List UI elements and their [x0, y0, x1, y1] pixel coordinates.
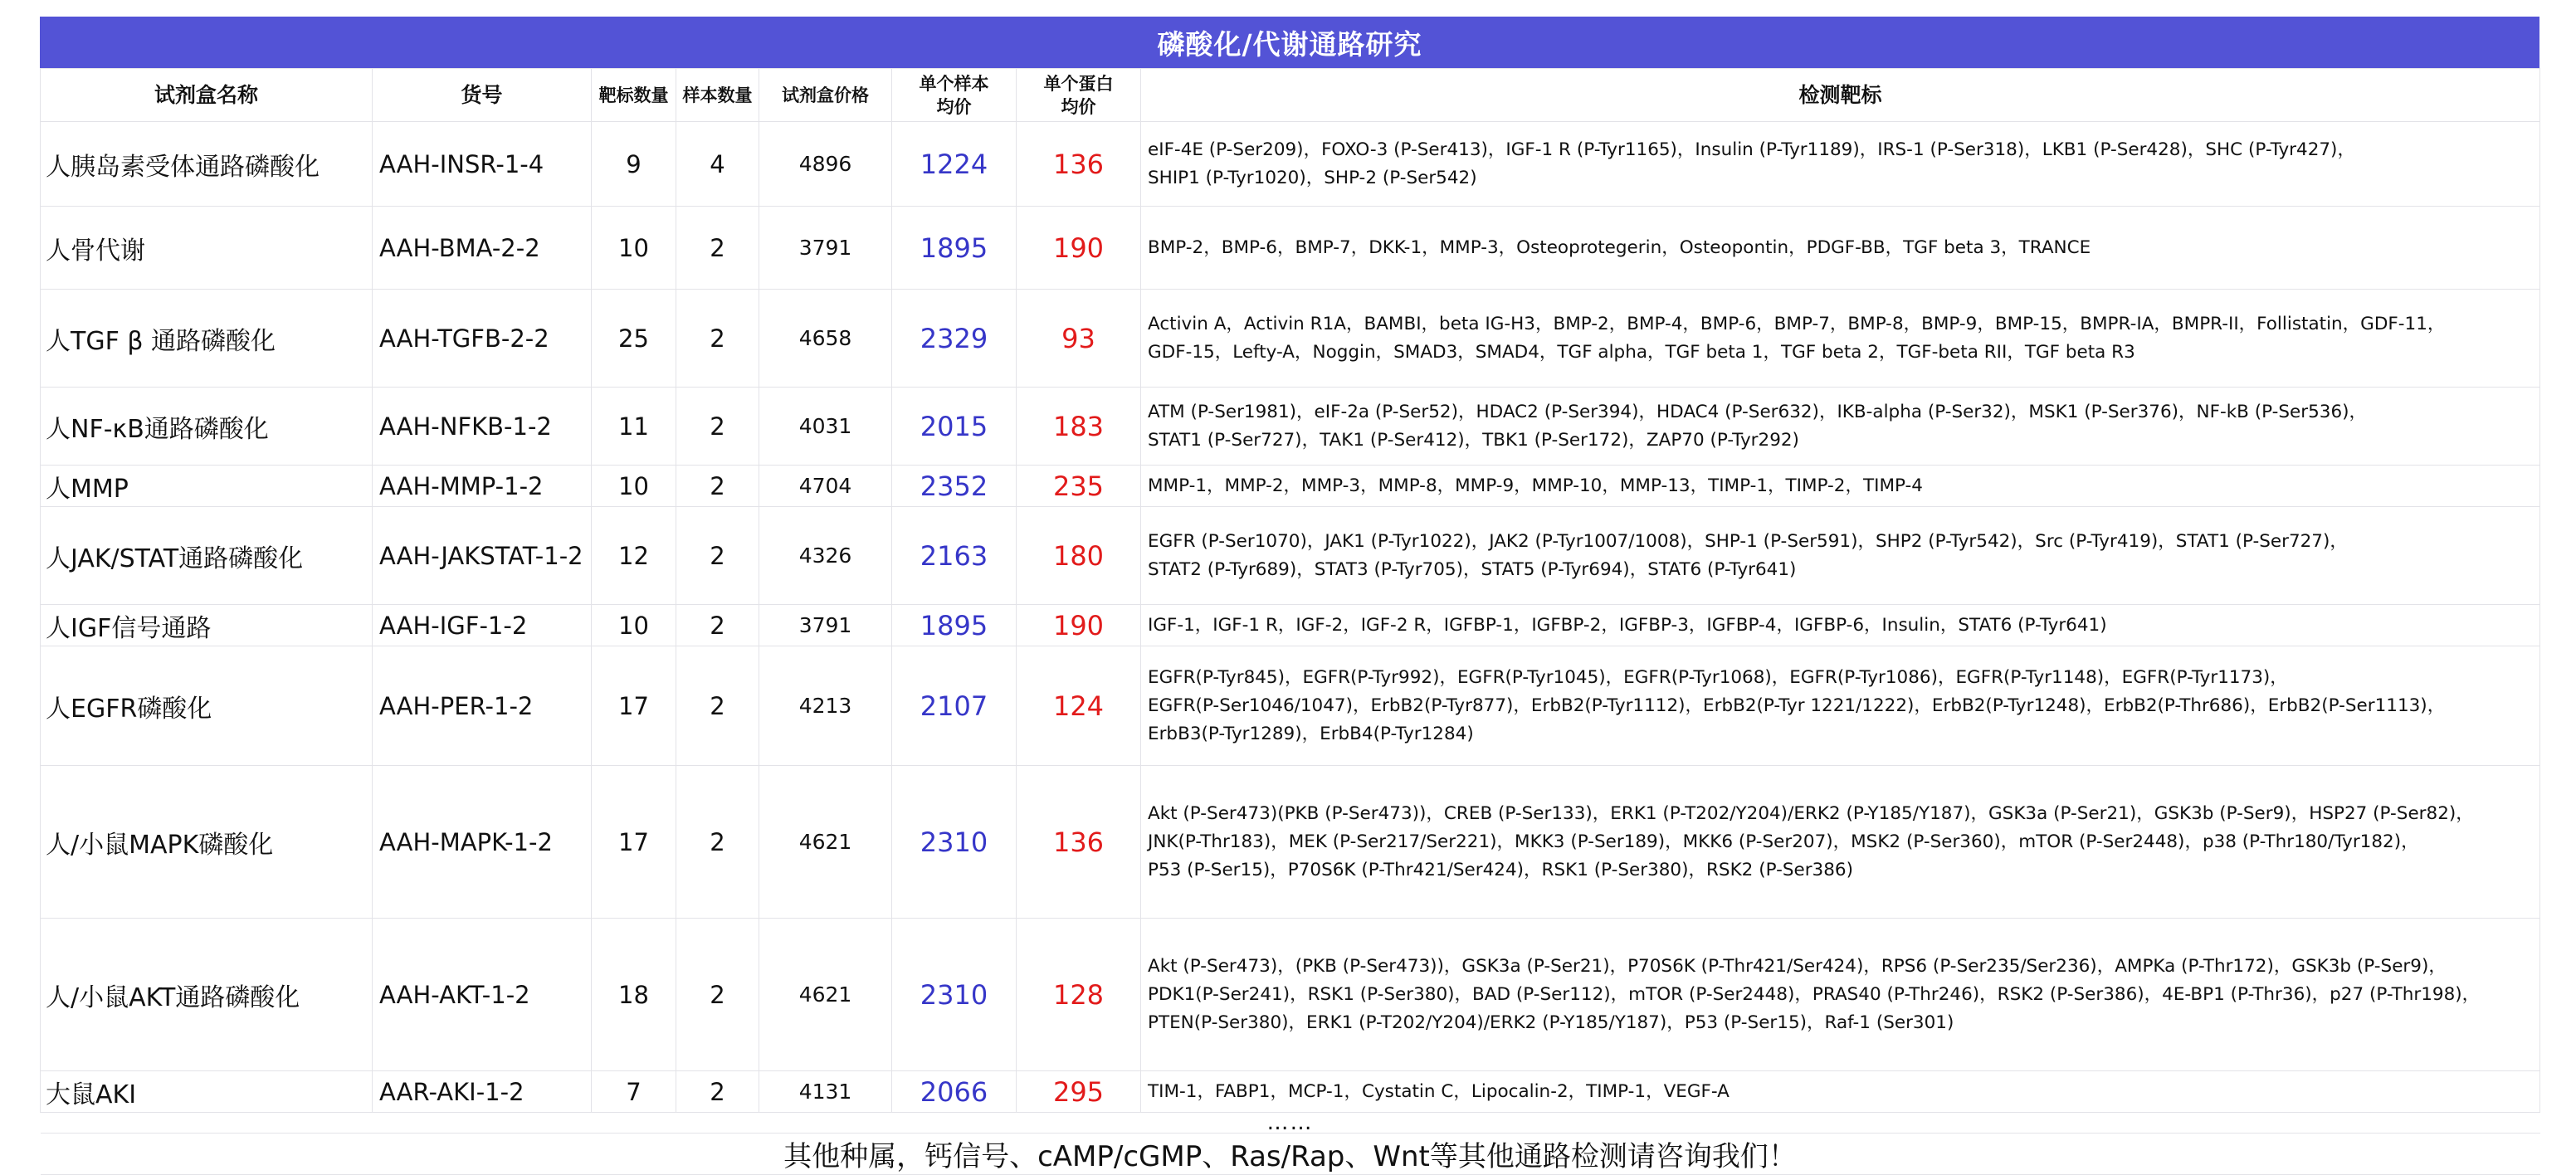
table-row [41, 388, 2540, 466]
detection-targets-line: Akt (P-Ser473)(PKB (P-Ser473))，CREB (P-Ser133)，ERK1 (P-T202/Y204)/ERK2 (P-Y185/Y187)，GSK3a (P-Ser21)，GSK3b (P-Ser9)，HSP27 (P-Ser82)， [1148, 802, 2474, 824]
samples-count: 2 [676, 507, 759, 605]
targets-count: 7 [592, 1071, 676, 1113]
targets-count: 10 [592, 605, 676, 646]
protein-avg-price: 180 [1017, 507, 1141, 605]
detection-targets-line: BMP-2，BMP-6，BMP-7，DKK-1，MMP-3，Osteoprotegerin，Osteopontin，PDGF-BB，TGF beta 3，TRANCE [1148, 236, 2091, 258]
targets-count: 9 [592, 122, 676, 207]
detection-targets-line: Activin A，Activin R1A，BAMBI，beta IG-H3，BMP-2，BMP-4，BMP-6，BMP-7，BMP-8，BMP-9，BMP-15，BMPR-IA，BMPR-II，Follistatin，GDF-11， [1148, 313, 2446, 334]
targets-count: 12 [592, 507, 676, 605]
header-sample-avg-line1: 单个样本 [919, 73, 989, 94]
protein-avg-price: 93 [1017, 290, 1141, 388]
kit-name: 大鼠AKI [41, 1071, 373, 1113]
kit-code: AAH-BMA-2-2 [373, 207, 592, 290]
targets-count: 11 [592, 388, 676, 466]
header-targets-count: 靶标数量 [592, 69, 676, 122]
kit-code: AAH-AKT-1-2 [373, 919, 592, 1071]
kit-name: 人胰岛素受体通路磷酸化 [41, 122, 373, 207]
kit-code: AAH-IGF-1-2 [373, 605, 592, 646]
header-row [41, 69, 2540, 122]
header-protein-avg [1017, 69, 1141, 122]
sample-avg-price: 2310 [892, 919, 1017, 1071]
protein-avg-price: 136 [1017, 122, 1141, 207]
table-row [41, 605, 2540, 646]
kit-name: 人/小鼠MAPK磷酸化 [41, 766, 373, 919]
ellipsis: …… [41, 1113, 2540, 1134]
header-protein-avg-line1: 单个蛋白 [1043, 73, 1114, 94]
footer-note: 其他种属，钙信号、cAMP/cGMP、Ras/Rap、Wnt等其他通路检测请咨询我们！ [41, 1134, 2540, 1175]
detection-targets [1141, 646, 2540, 766]
samples-count: 2 [676, 919, 759, 1071]
samples-count: 2 [676, 766, 759, 919]
protein-avg-price: 183 [1017, 388, 1141, 466]
table-row [41, 466, 2540, 507]
detection-targets [1141, 290, 2540, 388]
sample-avg-price: 2352 [892, 466, 1017, 507]
header-price: 试剂盒价格 [759, 69, 892, 122]
kit-code: AAH-MMP-1-2 [373, 466, 592, 507]
table-title: 磷酸化/代谢通路研究 [40, 17, 2539, 68]
targets-count: 17 [592, 766, 676, 919]
targets-count: 25 [592, 290, 676, 388]
targets-count: 10 [592, 466, 676, 507]
detection-targets-line: STAT2 (P-Tyr689)，STAT3 (P-Tyr705)，STAT5 (P-Tyr694)，STAT6 (P-Tyr641) [1148, 558, 1797, 580]
detection-targets [1141, 919, 2540, 1071]
detection-targets-line: PTEN(P-Ser380)，ERK1 (P-T202/Y204)/ERK2 (P-Y185/Y187)，P53 (P-Ser15)，Raf-1 (Ser301) [1148, 1012, 1954, 1033]
protein-avg-price: 136 [1017, 766, 1141, 919]
header-code: 货号 [373, 69, 592, 122]
table-row [41, 290, 2540, 388]
kit-code: AAH-JAKSTAT-1-2 [373, 507, 592, 605]
protein-avg-price: 190 [1017, 207, 1141, 290]
samples-count: 2 [676, 605, 759, 646]
footer-row [41, 1134, 2540, 1175]
detection-targets-line: SHIP1 (P-Tyr1020)，SHP-2 (P-Ser542) [1148, 167, 1477, 188]
detection-targets [1141, 207, 2540, 290]
table-row [41, 646, 2540, 766]
detection-targets-line: STAT1 (P-Ser727)，TAK1 (P-Ser412)，TBK1 (P-Ser172)，ZAP70 (P-Tyr292) [1148, 429, 1799, 451]
kit-table [40, 68, 2540, 1175]
samples-count: 2 [676, 646, 759, 766]
detection-targets [1141, 1071, 2540, 1113]
kit-code: AAH-PER-1-2 [373, 646, 592, 766]
sample-avg-price: 2310 [892, 766, 1017, 919]
detection-targets [1141, 466, 2540, 507]
samples-count: 2 [676, 466, 759, 507]
protein-avg-price: 128 [1017, 919, 1141, 1071]
detection-targets-line: ErbB3(P-Tyr1289)，ErbB4(P-Tyr1284) [1148, 723, 1474, 744]
table-row [41, 1071, 2540, 1113]
table-row [41, 122, 2540, 207]
detection-targets-line: MMP-1，MMP-2，MMP-3，MMP-8，MMP-9，MMP-10，MMP-13，TIMP-1，TIMP-2，TIMP-4 [1148, 475, 1923, 496]
detection-targets [1141, 122, 2540, 207]
sample-avg-price: 2015 [892, 388, 1017, 466]
kit-name: 人骨代谢 [41, 207, 373, 290]
table-body [41, 122, 2540, 1113]
table-row [41, 919, 2540, 1071]
detection-targets-line: eIF-4E (P-Ser209)，FOXO-3 (P-Ser413)，IGF-1 R (P-Tyr1165)，Insulin (P-Tyr1189)，IRS-1 (P-Ser318)，LKB1 (P-Ser428)，SHC (P-Tyr427)， [1148, 139, 2355, 160]
kit-name: 人TGF β 通路磷酸化 [41, 290, 373, 388]
detection-targets-line: TIM-1，FABP1，MCP-1，Cystatin C，Lipocalin-2，TIMP-1，VEGF-A [1148, 1080, 1730, 1102]
targets-count: 17 [592, 646, 676, 766]
table-row [41, 766, 2540, 919]
kit-price: 4131 [759, 1071, 892, 1113]
table-row [41, 507, 2540, 605]
kit-price: 4658 [759, 290, 892, 388]
samples-count: 2 [676, 290, 759, 388]
sample-avg-price: 2107 [892, 646, 1017, 766]
kit-price: 4704 [759, 466, 892, 507]
detection-targets [1141, 605, 2540, 646]
detection-targets-line: ATM (P-Ser1981)，eIF-2a (P-Ser52)，HDAC2 (P-Ser394)，HDAC4 (P-Ser632)，IKB-alpha (P-Ser32)，MSK1 (P-Ser376)，NF-kB (P-Ser536)， [1148, 401, 2368, 422]
kit-name: 人NF-κB通路磷酸化 [41, 388, 373, 466]
detection-targets-line: GDF-15，Lefty-A，Noggin，SMAD3，SMAD4，TGF alpha，TGF beta 1，TGF beta 2，TGF-beta RII，TGF beta R3 [1148, 341, 2135, 363]
kit-price: 4213 [759, 646, 892, 766]
header-sample-avg-line2: 均价 [936, 96, 972, 117]
sample-avg-price: 1895 [892, 207, 1017, 290]
detection-targets-line: JNK(P-Thr183)，MEK (P-Ser217/Ser221)，MKK3 (P-Ser189)，MKK6 (P-Ser207)，MSK2 (P-Ser360)，mTOR (P-Ser2448)，p38 (P-Thr180/Tyr182)， [1148, 831, 2419, 852]
protein-avg-price: 295 [1017, 1071, 1141, 1113]
protein-avg-price: 190 [1017, 605, 1141, 646]
targets-count: 10 [592, 207, 676, 290]
header-sample-avg [892, 69, 1017, 122]
sample-avg-price: 1895 [892, 605, 1017, 646]
kit-code: AAH-INSR-1-4 [373, 122, 592, 207]
header-samples-count: 样本数量 [676, 69, 759, 122]
targets-count: 18 [592, 919, 676, 1071]
samples-count: 2 [676, 1071, 759, 1113]
header-detection-targets: 检测靶标 [1141, 69, 2540, 122]
detection-targets-line: PDK1(P-Ser241)，RSK1 (P-Ser380)，BAD (P-Ser112)，mTOR (P-Ser2448)，PRAS40 (P-Thr246)，RSK2 (P-Ser386)，4E-BP1 (P-Thr36)，p27 (P-Thr198)， [1148, 983, 2481, 1005]
kit-price: 4621 [759, 919, 892, 1071]
kit-code: AAH-NFKB-1-2 [373, 388, 592, 466]
detection-targets-line: EGFR(P-Ser1046/1047)，ErbB2(P-Tyr877)，ErbB2(P-Tyr1112)，ErbB2(P-Tyr 1221/1222)，ErbB2(P-Tyr1248)，ErbB2(P-Thr686)，ErbB2(P-Ser1113)， [1148, 695, 2446, 716]
sample-avg-price: 2329 [892, 290, 1017, 388]
ellipsis-row [41, 1113, 2540, 1134]
detection-targets-line: P53 (P-Ser15)，P70S6K (P-Thr421/Ser424)，RSK1 (P-Ser380)，RSK2 (P-Ser386) [1148, 859, 1853, 880]
protein-avg-price: 235 [1017, 466, 1141, 507]
header-kit-name: 试剂盒名称 [41, 69, 373, 122]
protein-avg-price: 124 [1017, 646, 1141, 766]
kit-price: 4621 [759, 766, 892, 919]
sample-avg-price: 2163 [892, 507, 1017, 605]
detection-targets-line: EGFR(P-Tyr845)，EGFR(P-Tyr992)，EGFR(P-Tyr1045)，EGFR(P-Tyr1068)，EGFR(P-Tyr1086)，EGFR(P-Tyr1148)，EGFR(P-Tyr1173)， [1148, 666, 2288, 688]
sample-avg-price: 1224 [892, 122, 1017, 207]
kit-name: 人MMP [41, 466, 373, 507]
detection-targets [1141, 507, 2540, 605]
kit-price: 4031 [759, 388, 892, 466]
kit-name: 人/小鼠AKT通路磷酸化 [41, 919, 373, 1071]
samples-count: 2 [676, 388, 759, 466]
kit-name: 人EGFR磷酸化 [41, 646, 373, 766]
detection-targets [1141, 388, 2540, 466]
kit-price: 4896 [759, 122, 892, 207]
samples-count: 2 [676, 207, 759, 290]
detection-targets [1141, 766, 2540, 919]
kit-name: 人IGF信号通路 [41, 605, 373, 646]
kit-name: 人JAK/STAT通路磷酸化 [41, 507, 373, 605]
detection-targets-line: IGF-1，IGF-1 R，IGF-2，IGF-2 R，IGFBP-1，IGFBP-2，IGFBP-3，IGFBP-4，IGFBP-6，Insulin，STAT6 (P-Tyr641) [1148, 614, 2107, 636]
kit-price: 3791 [759, 207, 892, 290]
kit-price: 4326 [759, 507, 892, 605]
kit-table-container [40, 17, 2539, 1175]
kit-code: AAR-AKI-1-2 [373, 1071, 592, 1113]
detection-targets-line: Akt (P-Ser473)，(PKB (P-Ser473))，GSK3a (P-Ser21)，P70S6K (P-Thr421/Ser424)，RPS6 (P-Ser235/Ser236)，AMPKa (P-Thr172)，GSK3b (P-Ser9)， [1148, 955, 2447, 977]
samples-count: 4 [676, 122, 759, 207]
kit-code: AAH-MAPK-1-2 [373, 766, 592, 919]
header-protein-avg-line2: 均价 [1061, 96, 1096, 117]
kit-code: AAH-TGFB-2-2 [373, 290, 592, 388]
detection-targets-line: EGFR (P-Ser1070)，JAK1 (P-Tyr1022)，JAK2 (P-Tyr1007/1008)，SHP-1 (P-Ser591)，SHP2 (P-Tyr542)，Src (P-Tyr419)，STAT1 (P-Ser727)， [1148, 530, 2348, 552]
kit-price: 3791 [759, 605, 892, 646]
sample-avg-price: 2066 [892, 1071, 1017, 1113]
table-row [41, 207, 2540, 290]
